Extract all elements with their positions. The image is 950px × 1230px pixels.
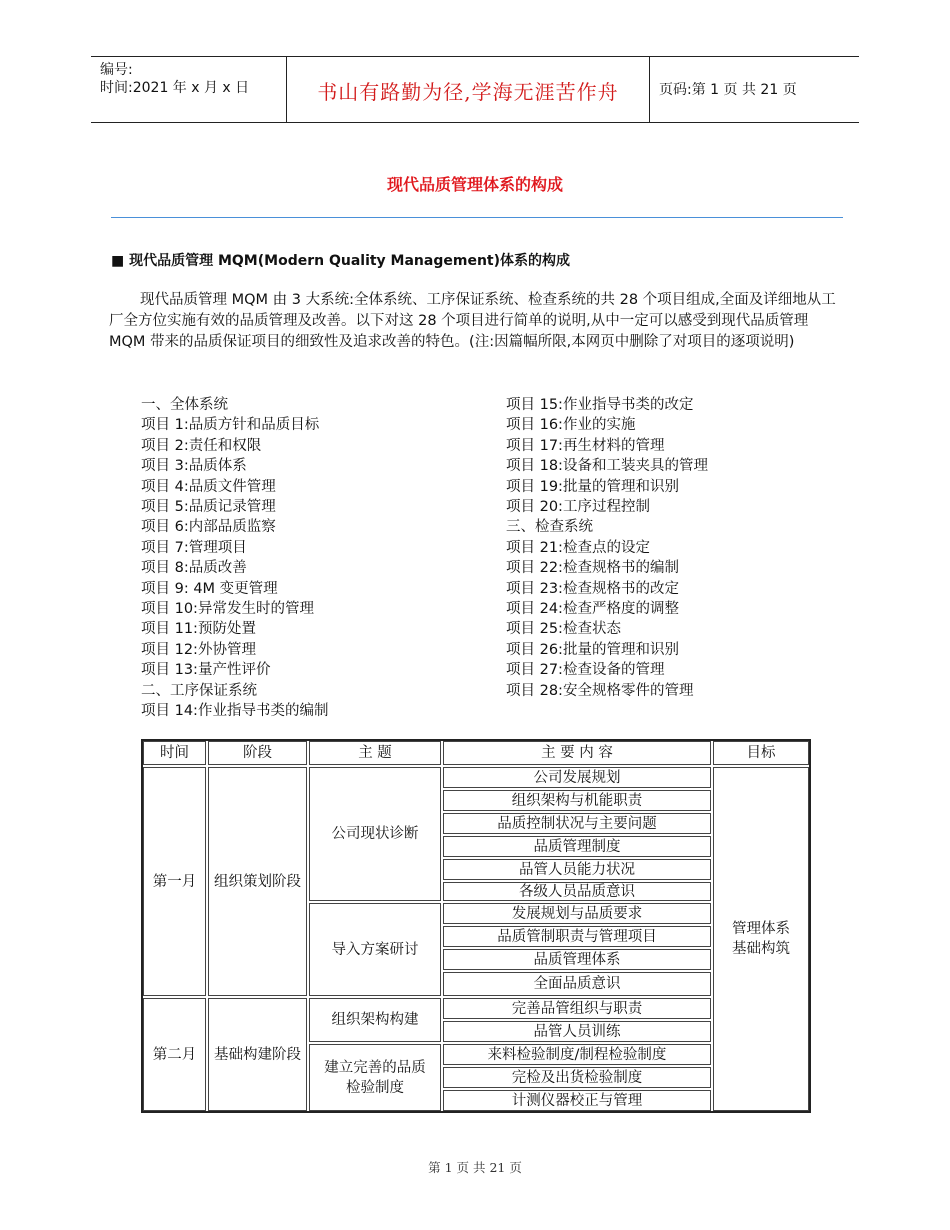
table-cell-content: 公司发展规划 <box>443 767 711 788</box>
table-cell-content: 计测仪器校正与管理 <box>443 1090 711 1111</box>
list-item: 项目 26:批量的管理和识别 <box>506 641 679 658</box>
table-cell-content: 品质管理制度 <box>443 836 711 857</box>
list-item: 项目 27:检查设备的管理 <box>506 662 665 679</box>
table-cell-theme: 组织架构构建 <box>309 998 441 1042</box>
table-cell-theme: 建立完善的品质检验制度 <box>309 1044 441 1111</box>
header-motto: 书山有路勤为径,学海无涯苦作舟 <box>317 80 619 104</box>
header-number-label: 编号: <box>100 62 133 78</box>
table-header-theme: 主 题 <box>309 741 441 765</box>
section-heading: ■ 现代品质管理 MQM(Modern Quality Management)体系的构成 <box>111 253 571 269</box>
list-item: 项目 11:预防处置 <box>141 621 256 638</box>
table-cell-content: 品管人员训练 <box>443 1021 711 1042</box>
list-item: 一、全体系统 <box>141 397 228 413</box>
page-footer: 第 1 页 共 21 页 <box>428 1160 522 1175</box>
list-item: 项目 12:外协管理 <box>141 641 256 658</box>
table-cell-content: 完善品管组织与职责 <box>443 998 711 1019</box>
header-page-info: 页码:第 1 页 共 21 页 <box>659 82 797 98</box>
list-item: 项目 14:作业指导书类的编制 <box>141 703 329 720</box>
table-cell-month: 第二月 <box>143 998 206 1111</box>
table-cell-stage: 组织策划阶段 <box>208 767 307 996</box>
table-cell-content: 全面品质意识 <box>443 972 711 996</box>
document-title: 现代品质管理体系的构成 <box>386 175 563 194</box>
list-item: 项目 7:管理项目 <box>141 539 247 556</box>
table-cell-content: 各级人员品质意识 <box>443 882 711 901</box>
table-cell-content: 组织架构与机能职责 <box>443 790 711 811</box>
table-cell-stage: 基础构建阶段 <box>208 998 307 1111</box>
list-item: 项目 28:安全规格零件的管理 <box>506 682 694 699</box>
list-item: 项目 25:检查状态 <box>506 621 621 638</box>
list-item: 项目 19:批量的管理和识别 <box>506 478 679 495</box>
table-cell-content: 品质管理体系 <box>443 949 711 970</box>
table-header-time: 时间 <box>143 741 206 765</box>
list-item: 项目 17:再生材料的管理 <box>506 437 665 454</box>
list-item: 二、工序保证系统 <box>141 682 257 699</box>
list-item: 项目 10:异常发生时的管理 <box>141 601 314 618</box>
list-item: 项目 6:内部品质监察 <box>141 519 276 536</box>
table-cell-theme: 公司现状诊断 <box>309 767 441 901</box>
list-item: 项目 5:品质记录管理 <box>141 499 276 516</box>
list-item: 项目 1:品质方针和品质目标 <box>141 417 320 434</box>
list-item: 三、检查系统 <box>506 519 593 536</box>
list-item: 项目 8:品质改善 <box>141 560 247 577</box>
list-item: 项目 4:品质文件管理 <box>141 478 276 495</box>
table-cell-content: 品管人员能力状况 <box>443 859 711 880</box>
list-item: 项目 20:工序过程控制 <box>506 499 650 516</box>
table-cell-content: 发展规划与品质要求 <box>443 903 711 924</box>
table-cell-content: 品质管制职责与管理项目 <box>443 926 711 947</box>
list-item: 项目 21:检查点的设定 <box>506 539 650 556</box>
header-divider-right <box>649 57 650 123</box>
intro-paragraph: 现代品质管理 MQM 由 3 大系统:全体系统、工序保证系统、检查系统的共 28 个项目组成,全面及详细地从工厂全方位实施有效的品质管理及改善。以下对这 28 个项目进行简单的说明,从中一定可以感受到现代品质管理 MQM 带来的品质保证项目的细致性及追求改善的特色。(注:因篇幅所限,本网页中删除了对项目的逐项说明) <box>109 292 836 350</box>
table-cell-month: 第一月 <box>143 767 206 996</box>
table-header-stage: 阶段 <box>208 741 307 765</box>
item-list-left <box>141 395 328 722</box>
header-time-label: 时间:2021 年 x 月 x 日 <box>100 80 250 96</box>
header-top-rule <box>91 56 859 57</box>
list-item: 项目 9: 4M 变更管理 <box>141 580 278 597</box>
list-item: 项目 2:责任和权限 <box>141 437 262 454</box>
table-cell-content: 完检及出货检验制度 <box>443 1067 711 1088</box>
list-item: 项目 18:设备和工装夹具的管理 <box>506 458 708 475</box>
list-item: 项目 16:作业的实施 <box>506 417 636 434</box>
item-list-right <box>506 395 708 701</box>
table-cell-goal: 管理体系基础构筑 <box>713 767 809 1111</box>
title-rule <box>111 217 843 218</box>
table-header-content: 主 要 内 容 <box>443 741 711 765</box>
table-cell-content: 来料检验制度/制程检验制度 <box>443 1044 711 1065</box>
list-item: 项目 22:检查规格书的编制 <box>506 560 679 577</box>
list-item: 项目 23:检查规格书的改定 <box>506 580 679 597</box>
table-cell-theme: 导入方案研讨 <box>309 903 441 996</box>
list-item: 项目 13:量产性评价 <box>141 662 271 679</box>
table-cell-content: 品质控制状况与主要问题 <box>443 813 711 834</box>
list-item: 项目 3:品质体系 <box>141 458 247 475</box>
header-bottom-rule <box>91 122 859 123</box>
list-item: 项目 15:作业指导书类的改定 <box>506 397 694 413</box>
list-item: 项目 24:检查严格度的调整 <box>506 601 679 618</box>
table-header-goal: 目标 <box>713 741 809 765</box>
